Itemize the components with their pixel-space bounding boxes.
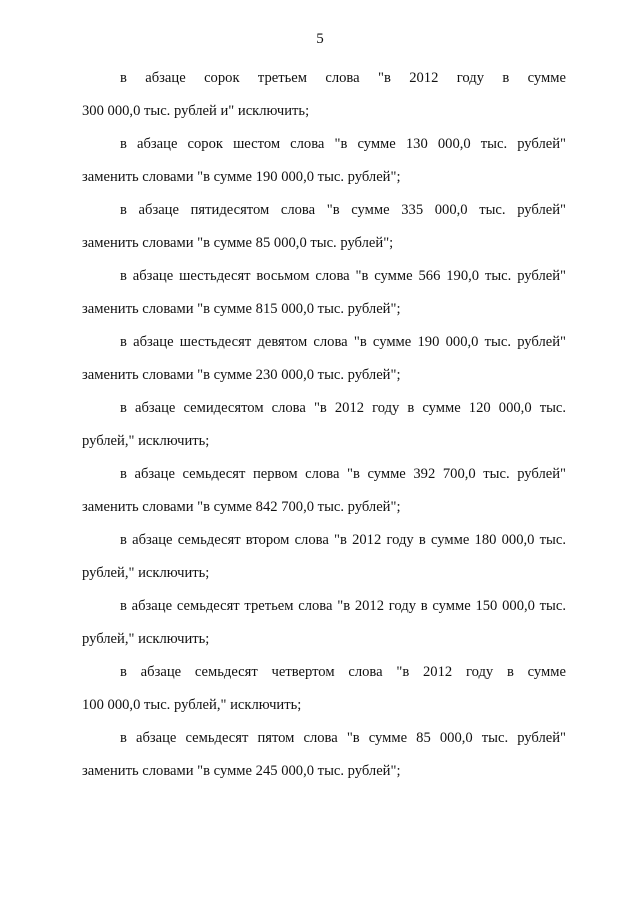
- paragraph-line: в абзаце семьдесят пятом слова "в сумме 85 000,0 тыс. рублей": [120, 730, 566, 746]
- paragraph-4: [82, 260, 566, 326]
- paragraph-2: [82, 128, 566, 194]
- paragraph-line: рублей," исключить;: [82, 433, 210, 449]
- paragraph-line: заменить словами "в сумме 245 000,0 тыс. рублей";: [82, 763, 401, 779]
- paragraph-line: в абзаце семидесятом слова "в 2012 году в сумме 120 000,0 тыс.: [120, 400, 566, 416]
- paragraph-line: в абзаце сорок шестом слова "в сумме 130 000,0 тыс. рублей": [120, 136, 566, 152]
- paragraph-line: в абзаце шестьдесят девятом слова "в сумме 190 000,0 тыс. рублей": [120, 334, 566, 350]
- paragraph-line: в абзаце семьдесят первом слова "в сумме 392 700,0 тыс. рублей": [120, 466, 566, 482]
- paragraph-line: в абзаце сорок третьем слова "в 2012 году в сумме: [120, 70, 566, 86]
- paragraph-line: рублей," исключить;: [82, 565, 210, 581]
- paragraph-line: заменить словами "в сумме 230 000,0 тыс. рублей";: [82, 367, 401, 383]
- paragraph-line: в абзаце семьдесят третьем слова "в 2012 году в сумме 150 000,0 тыс.: [120, 598, 566, 614]
- paragraph-line: заменить словами "в сумме 815 000,0 тыс. рублей";: [82, 301, 401, 317]
- paragraph-line: заменить словами "в сумме 85 000,0 тыс. рублей";: [82, 235, 394, 251]
- paragraph-line: заменить словами "в сумме 842 700,0 тыс. рублей";: [82, 499, 401, 515]
- paragraph-6: [82, 392, 566, 458]
- paragraph-9: [82, 590, 566, 656]
- paragraph-5: [82, 326, 566, 392]
- paragraph-line: рублей," исключить;: [82, 631, 210, 647]
- paragraph-8: [82, 524, 566, 590]
- document-body: [82, 62, 566, 788]
- paragraph-line: в абзаце семьдесят втором слова "в 2012 году в сумме 180 000,0 тыс.: [120, 532, 566, 548]
- paragraph-1: [82, 62, 566, 128]
- paragraph-7: [82, 458, 566, 524]
- paragraph-line: 300 000,0 тыс. рублей и" исключить;: [82, 103, 310, 119]
- paragraph-line: в абзаце пятидесятом слова "в сумме 335 000,0 тыс. рублей": [120, 202, 566, 218]
- paragraph-11: [82, 722, 566, 788]
- paragraph-line: в абзаце шестьдесят восьмом слова "в сумме 566 190,0 тыс. рублей": [120, 268, 566, 284]
- paragraph-line: в абзаце семьдесят четвертом слова "в 2012 году в сумме: [120, 664, 566, 680]
- paragraph-line: 100 000,0 тыс. рублей," исключить;: [82, 697, 302, 713]
- paragraph-line: заменить словами "в сумме 190 000,0 тыс. рублей";: [82, 169, 401, 185]
- page-number: 5: [316, 31, 324, 47]
- paragraph-10: [82, 656, 566, 722]
- paragraph-3: [82, 194, 566, 260]
